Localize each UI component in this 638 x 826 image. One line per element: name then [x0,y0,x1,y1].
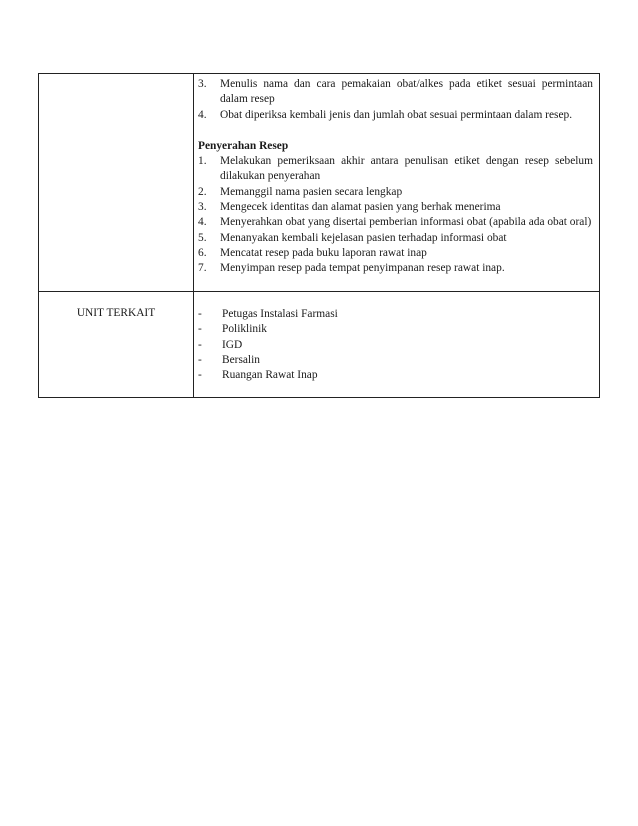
list-item: 5. Menanyakan kembali kejelasan pasien terhadap informasi obat [198,231,507,244]
unit-cell [194,292,600,398]
list-item: 3. Mengecek identitas dan alamat pasien yang berhak menerima [198,201,501,214]
procedure-cell [194,74,600,292]
list-item: - IGD [198,338,243,351]
list-item: - Ruangan Rawat Inap [198,369,318,382]
empty-label-cell [39,74,194,292]
list-item: 4. Obat diperiksa kembali jenis dan jumlah obat sesuai permintaan dalam resep. [198,108,573,121]
list-item: 2. Memanggil nama pasien secara lengkap [198,185,403,198]
unit-list [198,307,593,383]
unit-label: UNIT TERKAIT [39,292,194,398]
procedure-row [39,74,600,292]
list-item: - Petugas Instalasi Farmasi [198,308,338,320]
procedure-table [38,73,600,398]
prescription-check-list [198,77,593,123]
list-item: 7. Menyimpan resep pada tempat penyimpanan resep rawat inap. [198,262,505,275]
list-item: - Poliklinik [198,323,267,336]
handover-steps-list [198,154,593,276]
list-item: - Bersalin [198,353,260,366]
list-item: 1. Melakukan pemeriksaan akhir antara penulisan etiket dengan resep sebelum dilakukan penyerahan [198,155,593,183]
list-item: 3. Menulis nama dan cara pemakaian obat/alkes pada etiket sesuai permintaan dalam resep [198,78,593,106]
section-heading: Penyerahan Resep [198,139,289,152]
unit-row [39,292,600,398]
list-item: 6. Mencatat resep pada buku laporan rawat inap [198,246,427,259]
list-item: 4. Menyerahkan obat yang disertai pemberian informasi obat (apabila ada obat oral) [198,216,592,229]
